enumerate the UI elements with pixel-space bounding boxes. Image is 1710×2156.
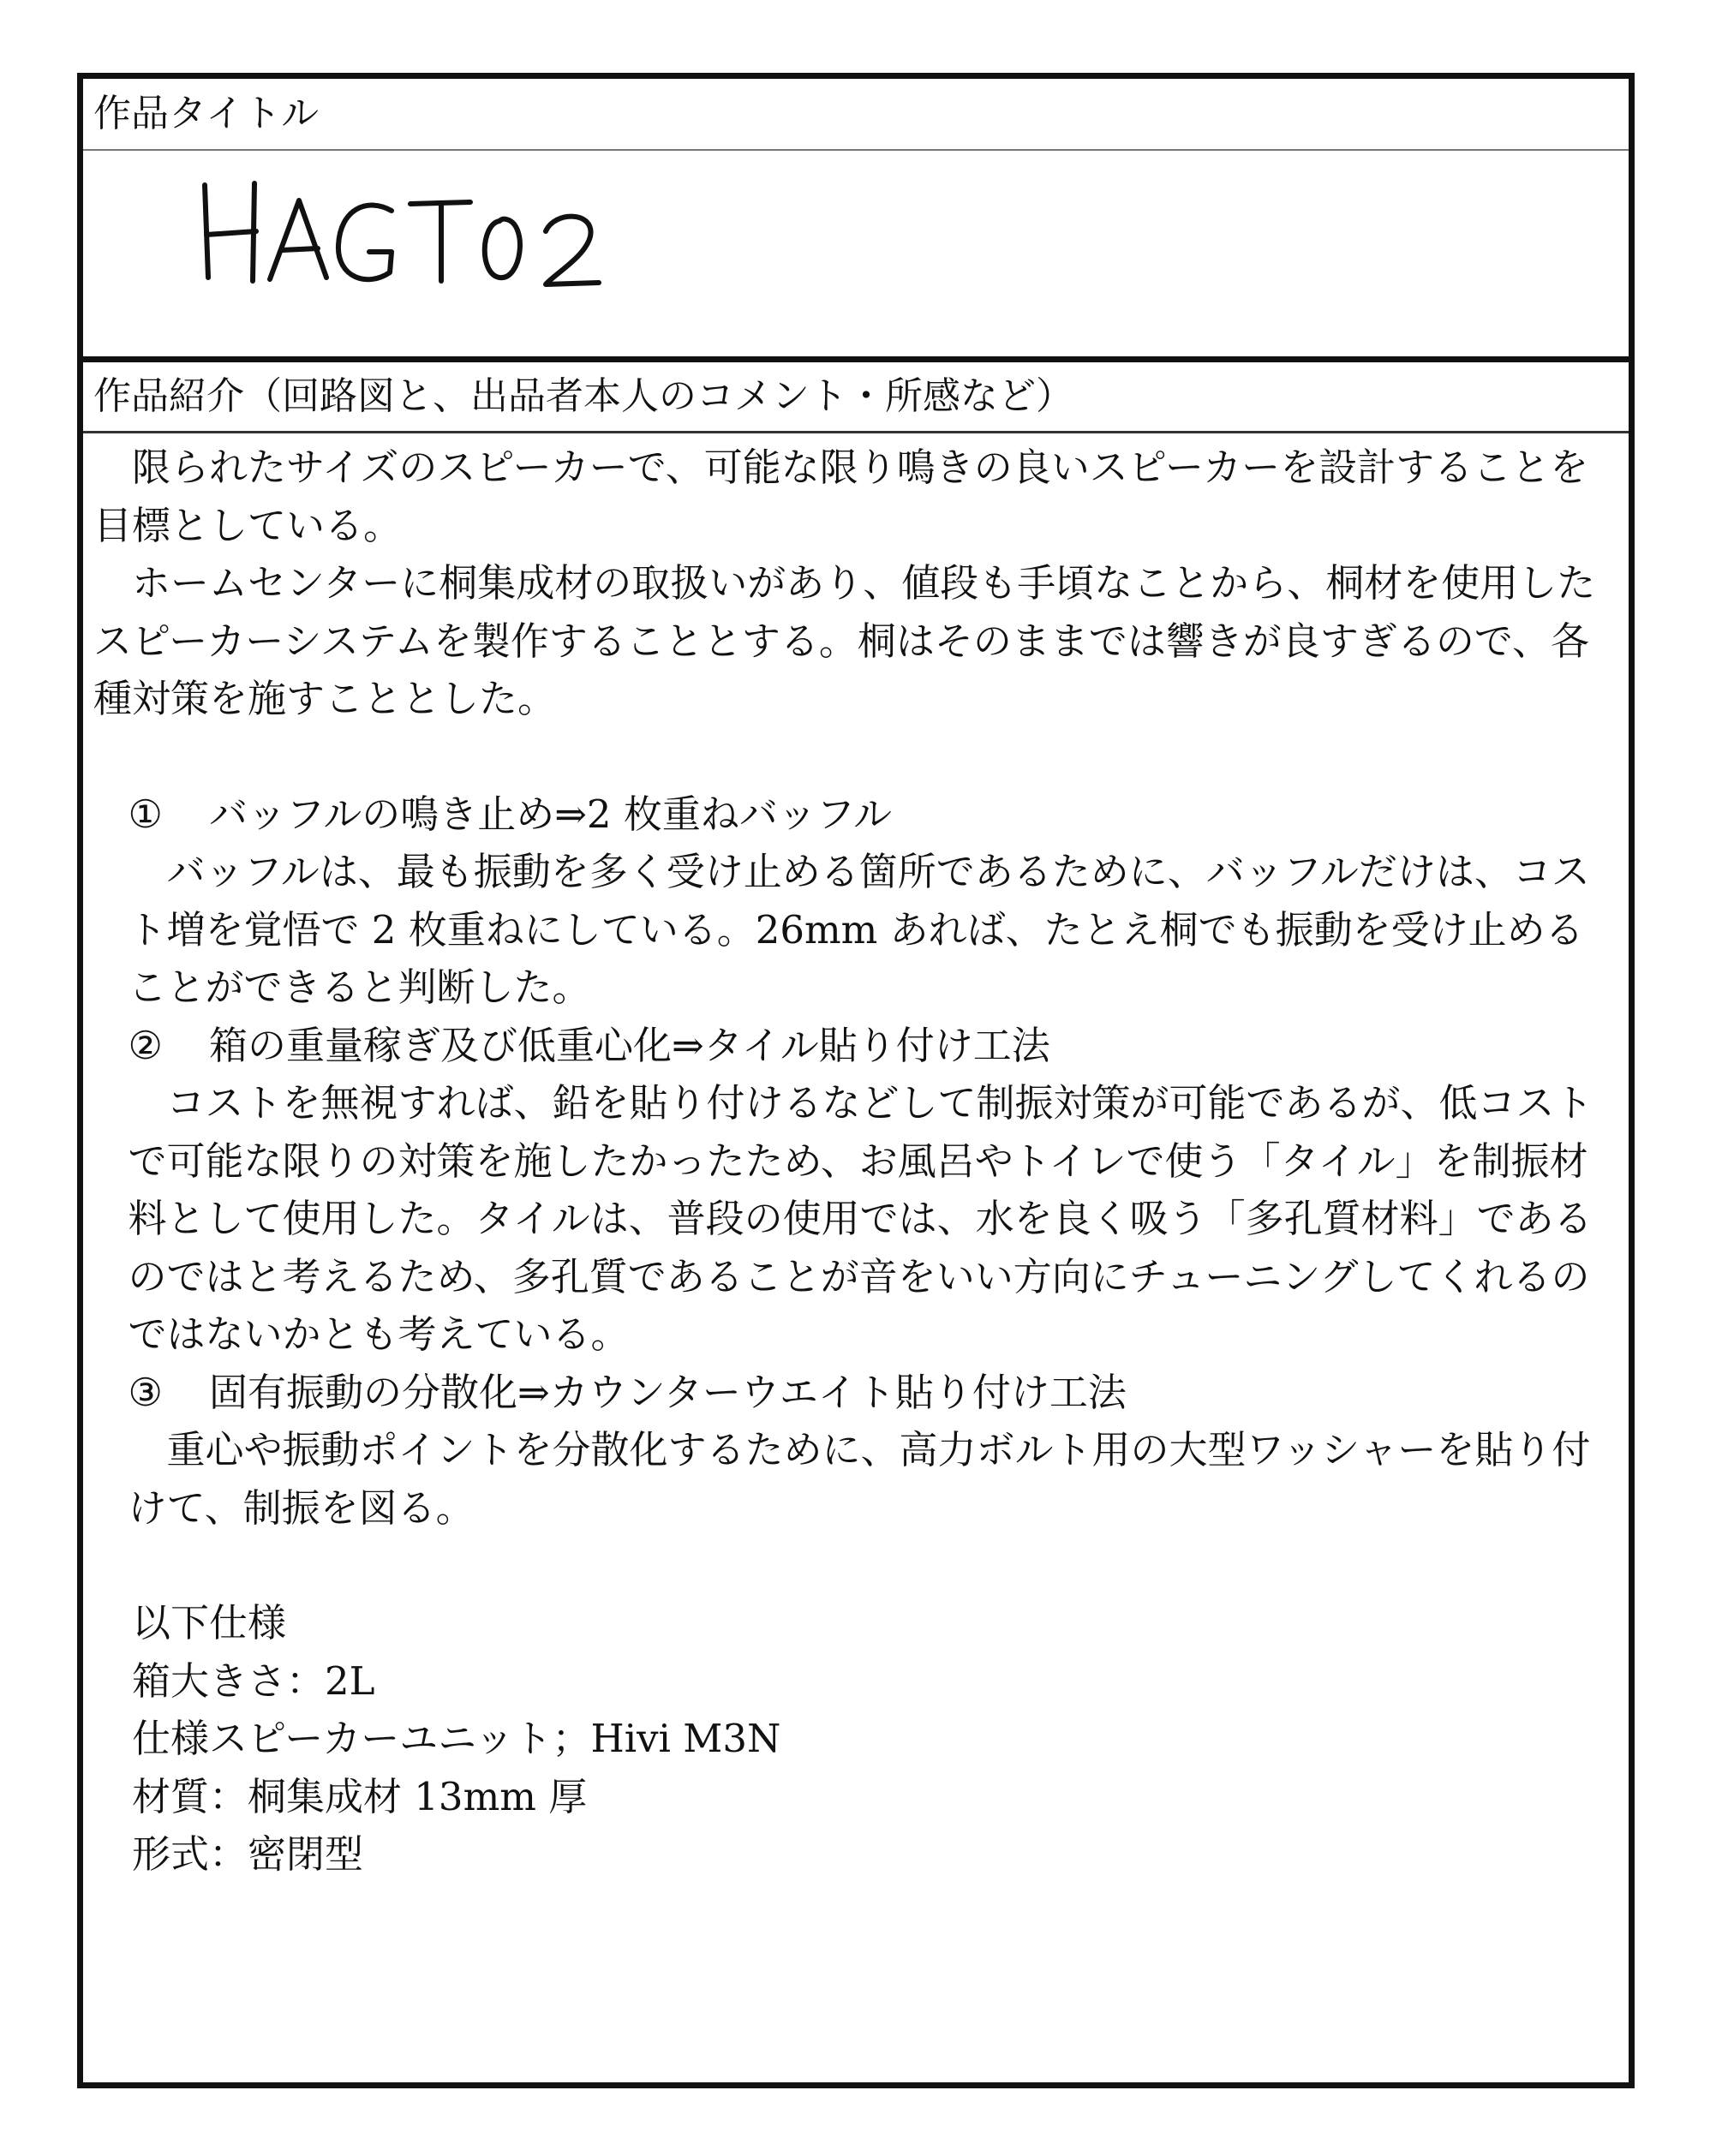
spec-enclosure-type: 形式：密閉型: [132, 1831, 364, 1877]
specs-heading: 以下仕様: [132, 1600, 287, 1645]
spec-box-size: 箱大きさ：2L: [132, 1657, 375, 1704]
measure-item-2: [93, 1017, 1613, 1364]
measure-body-2: コストを無視すれば、鉛を貼り付けるなどして制振対策が可能であるが、低コストで可能な限りの対策を施したかったため、お風呂やトイレで使う「タイル」を制振材料として使用した。タイルは、普段の使用では、水を良く吸う「多孔質材料」であるのではと考えるため、多孔質であることが音をいい方向にチューニングしてくれるのではないかとも考えている。: [128, 1080, 1593, 1357]
intro-body: [93, 439, 1613, 1884]
specs-block: [93, 1594, 1613, 1884]
entry-form: [77, 73, 1635, 2088]
measure-heading-3: [129, 1364, 1614, 1422]
measure-number-1: ①: [128, 791, 163, 837]
measure-title-1: バッフルの鳴き止め⇒2 枚重ねバッフル: [209, 791, 893, 837]
spec-material: 材質：桐集成材 13mm 厚: [132, 1773, 588, 1819]
handwritten-title: [186, 168, 666, 305]
measure-body-1: バッフルは、最も振動を多く受け止める箇所であるために、バッフルだけは、コスト増を覚悟で 2 枚重ねにしている。26mm あれば、たとえ桐でも振動を受け止めることができると判断した。: [128, 849, 1590, 1010]
measure-title-2: 箱の重量稼ぎ及び低重心化⇒タイル貼り付け工法: [209, 1022, 1050, 1068]
intro-label: 作品紹介（回路図と、出品者本人のコメント・所感など）: [83, 362, 1629, 433]
measure-heading-1: [129, 785, 1614, 844]
measure-heading-2: [129, 1017, 1614, 1075]
spacer: [93, 1537, 1613, 1594]
section-divider: [83, 356, 1629, 362]
intro-paragraph-2: ホームセンターに桐集成材の取扱いがあり、値段も手頃なことから、桐材を使用したスピーカーシステムを製作することとする。桐はそのままでは響きが良すぎるので、各種対策を施すこととした。: [93, 560, 1596, 721]
measure-item-3: [93, 1364, 1613, 1538]
measure-title-3: 固有振動の分散化⇒カウンターウエイト貼り付け工法: [209, 1369, 1127, 1415]
measure-number-3: ③: [128, 1369, 163, 1415]
measure-body-3: 重心や振動ポイントを分散化するために、高力ボルト用の大型ワッシャーを貼り付けて、制振を図る。: [128, 1427, 1591, 1531]
spec-speaker-unit: 仕様スピーカーユニット；Hivi M3N: [132, 1716, 781, 1761]
title-value-area: [83, 151, 1629, 356]
measure-item-1: [93, 785, 1613, 1017]
spacer: [93, 728, 1613, 785]
intro-paragraph-1: 限られたサイズのスピーカーで、可能な限り鳴きの良いスピーカーを設計することを目標としている。: [93, 445, 1589, 548]
title-label: 作品タイトル: [83, 79, 1629, 151]
measure-number-2: ②: [128, 1022, 163, 1068]
